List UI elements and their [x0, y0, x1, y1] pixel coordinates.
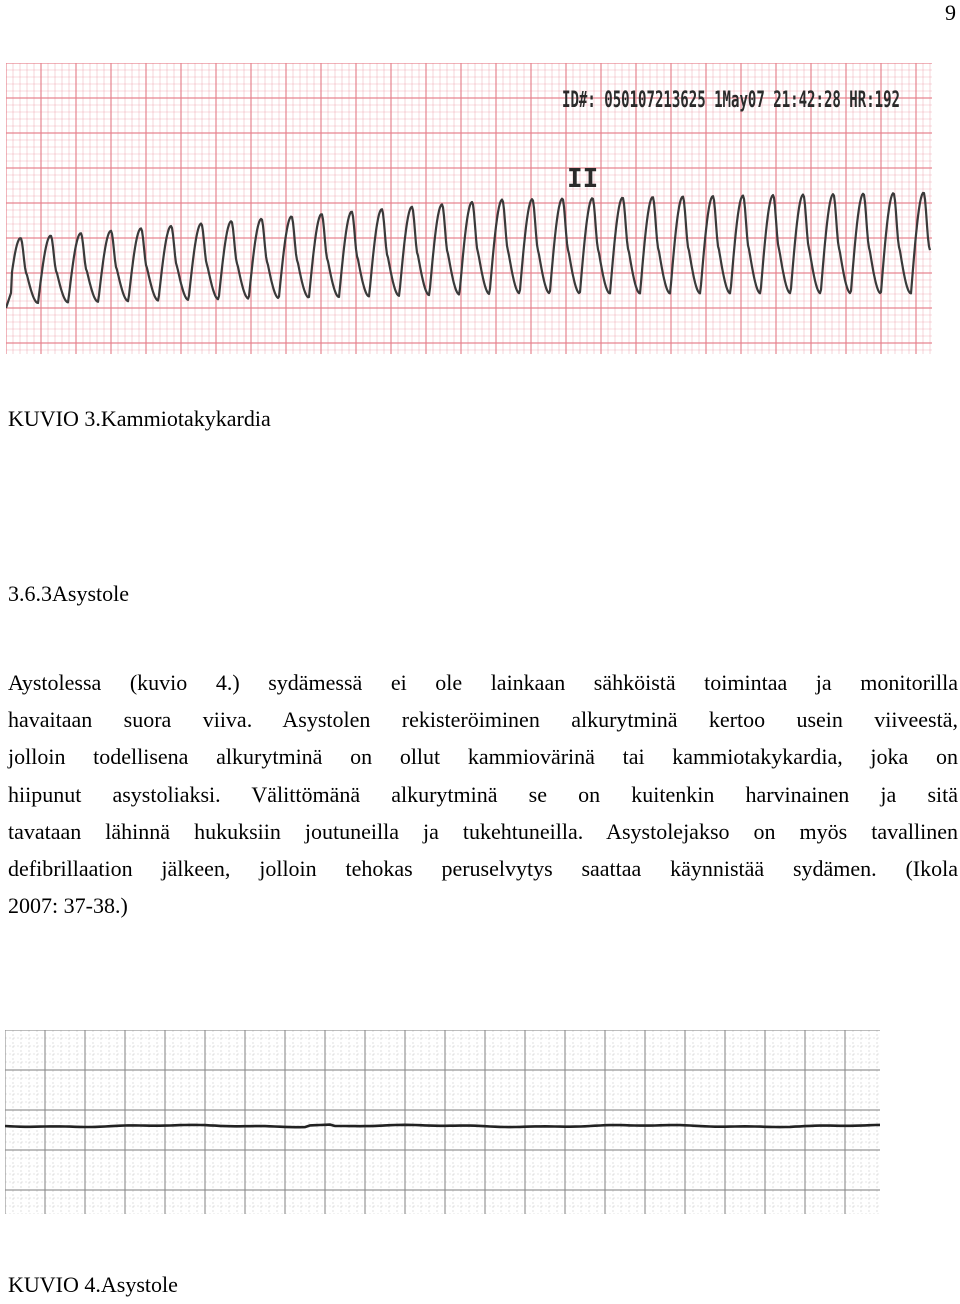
paragraph-line: hiipunut asystoliaksi. Välittömänä alkurytminä se on kuitenkin harvinainen ja sitä	[8, 781, 958, 807]
ecg-strip-ventricular-tachycardia	[6, 63, 932, 354]
paragraph-line: defibrillaation jälkeen, jolloin tehokas peruselvytys saattaa käynnistää sydämen. (Ikola	[8, 855, 958, 881]
lead-label: II	[567, 164, 599, 194]
ecg-asystole-canvas	[5, 1030, 880, 1214]
ecg-trace	[5, 1125, 880, 1128]
ecg-vt-canvas	[6, 63, 932, 354]
ecg-grid	[5, 1030, 880, 1214]
figure-caption-4: KUVIO 4.Asystole	[8, 1272, 178, 1297]
paragraph-line: 2007: 37-38.)	[8, 893, 128, 919]
figure-caption-3: KUVIO 3.Kammiotakykardia	[8, 406, 271, 431]
paragraph-line: Aystolessa (kuvio 4.) sydämessä ei ole lainkaan sähköistä toimintaa ja monitorilla	[8, 670, 958, 695]
monitor-id-label: ID#: 050107213625 1May07 21:42:28 HR:192	[562, 88, 900, 113]
paragraph-line: tavataan lähinnä hukuksiin joutuneilla ja tukehtuneilla. Asystolejakso on myös tavallinen	[8, 818, 958, 844]
paragraph-line: jolloin todellisena alkurytminä on ollut kammiovärinä tai kammiotakykardia, joka on	[8, 744, 958, 770]
page-number: 9	[945, 0, 956, 25]
paragraph-line: havaitaan suora viiva. Asystolen rekisteröiminen alkurytminä kertoo usein viiveestä,	[8, 707, 958, 733]
ecg-strip-asystole	[5, 1030, 880, 1214]
section-heading: 3.6.3Asystole	[8, 581, 129, 606]
body-paragraph	[8, 664, 958, 924]
